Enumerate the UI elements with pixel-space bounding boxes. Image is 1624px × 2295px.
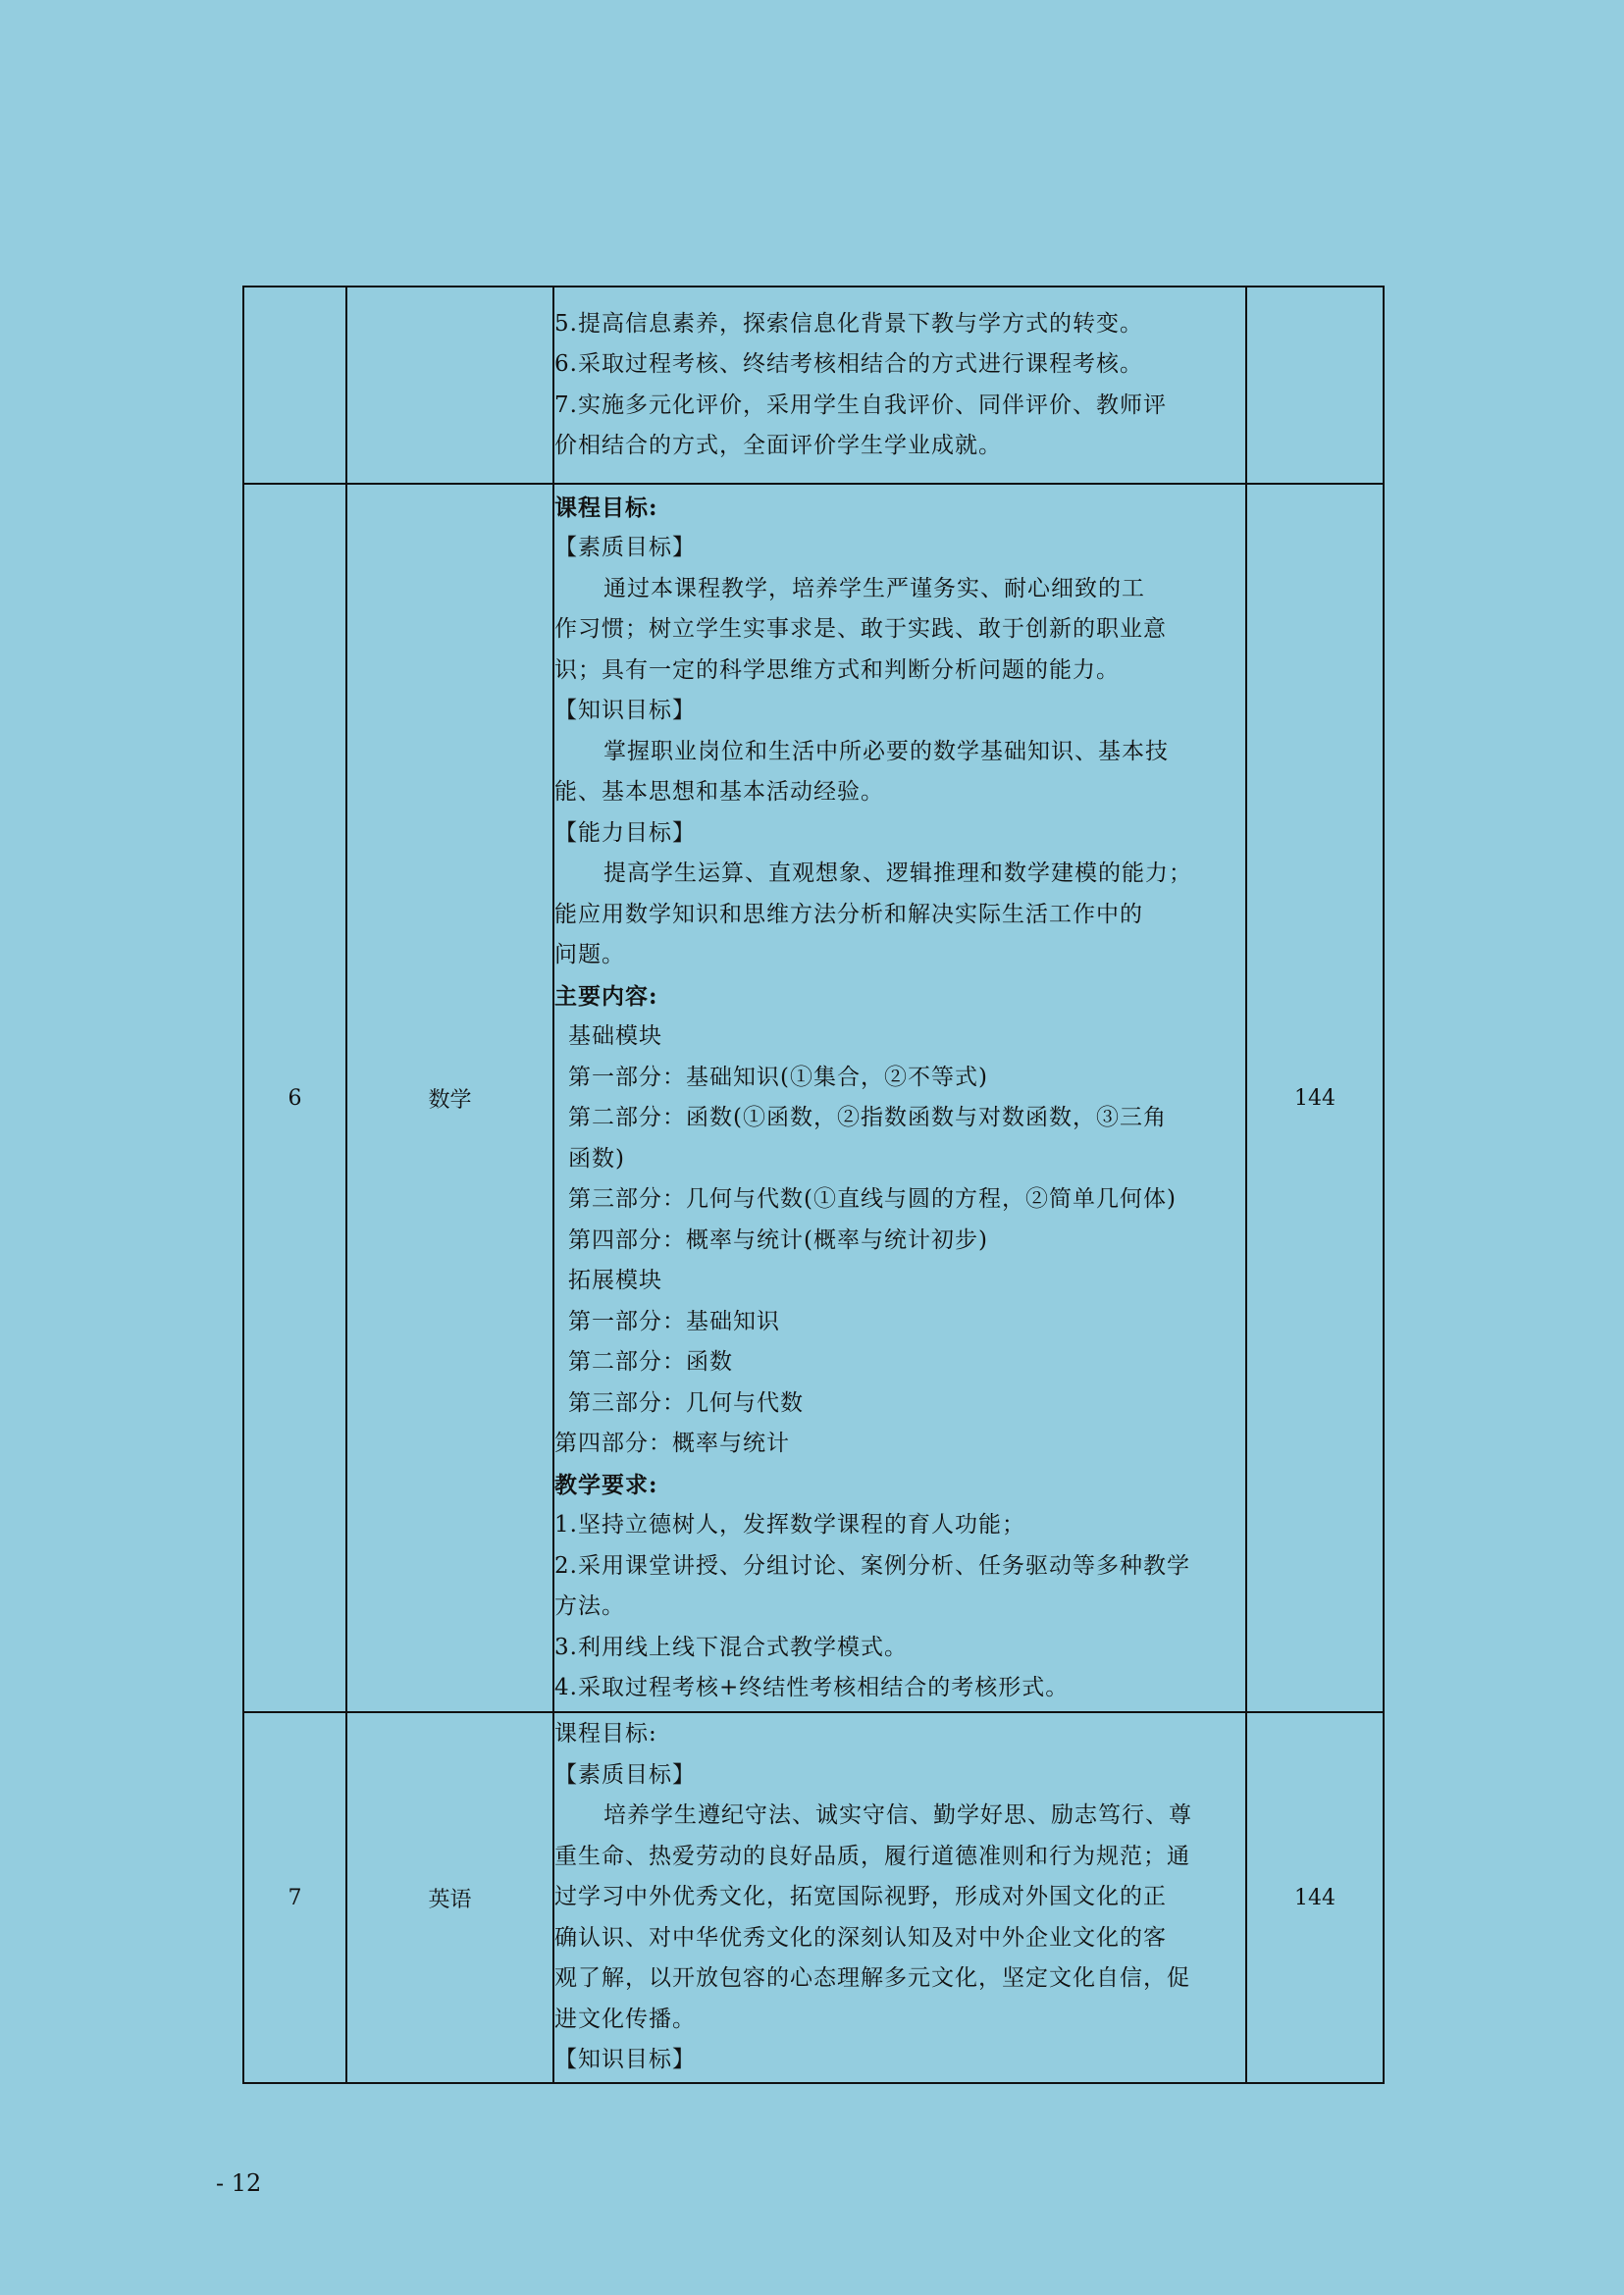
table-row [243,287,1384,484]
content-line: 价相结合的方式，全面评价学生学业成就。 [554,433,1002,458]
content-line: 3.利用线上线下混合式教学模式。 [554,1634,908,1660]
content-line: 【素质目标】 [554,535,696,560]
content-line: 第一部分：基础知识 [568,1308,780,1334]
course-hours: 144 [1246,1712,1384,2083]
course-content [553,484,1246,1712]
content-line: 过学习中外优秀文化，拓宽国际视野，形成对外国文化的正 [554,1884,1167,1910]
course-number: 7 [243,1712,346,2083]
content-line: 第一部分：基础知识(①集合，②不等式) [568,1064,988,1090]
course-name: 英语 [346,1712,553,2083]
content-line: 观了解，以开放包容的心态理解多元文化，坚定文化自信，促 [554,1965,1190,1992]
content-line: 6.采取过程考核、终结考核相结合的方式进行课程考核。 [554,351,1143,377]
page-number: - 12 [216,2169,262,2197]
content-line: 确认识、对中华优秀文化的深刻认知及对中外企业文化的客 [554,1924,1167,1951]
content-line: 作习惯；树立学生实事求是、敢于实践、敢于创新的职业意 [554,616,1167,642]
content-line: 函数) [568,1145,625,1172]
content-line: 【知识目标】 [554,698,696,723]
section-heading: 主要内容: [554,982,658,1010]
course-content [553,1712,1246,2083]
content-line: 基础模块 [568,1023,662,1049]
content-line: 课程目标: [554,1721,657,1747]
content-line: 问题。 [554,942,625,967]
content-line: 第三部分：几何与代数(①直线与圆的方程，②简单几何体) [568,1186,1177,1212]
content-line: 第二部分：函数(①函数，②指数函数与对数函数，③三角 [568,1105,1167,1130]
content-line: 第四部分：概率与统计(概率与统计初步) [568,1226,988,1253]
course-hours: 144 [1246,484,1384,1712]
table-row [243,484,1384,1712]
content-line: 培养学生遵纪守法、诚实守信、勤学好思、励志笃行、尊 [603,1802,1192,1829]
content-line: 【知识目标】 [554,2047,696,2073]
content-line: 4.采取过程考核+终结性考核相结合的考核形式。 [554,1675,1070,1700]
content-line: 第四部分：概率与统计 [554,1431,790,1456]
content-line: 重生命、热爱劳动的良好品质，履行道德准则和行为规范；通 [554,1843,1190,1869]
course-name [346,287,553,484]
course-content [553,287,1246,484]
content-line: 5.提高信息素养，探索信息化背景下教与学方式的转变。 [554,310,1143,337]
content-line: 能应用数学知识和思维方法分析和解决实际生活工作中的 [554,901,1143,927]
curriculum-table [242,286,1385,2084]
course-name: 数学 [346,484,553,1712]
content-line: 拓展模块 [568,1268,662,1293]
content-line: 第二部分：函数 [568,1349,733,1375]
content-line: 提高学生运算、直观想象、逻辑推理和数学建模的能力； [603,861,1192,886]
content-line: 进文化传播。 [554,2006,696,2032]
content-line: 1.坚持立德树人，发挥数学课程的育人功能； [554,1512,1025,1538]
course-number [243,287,346,484]
content-line: 通过本课程教学，培养学生严谨务实、耐心细致的工 [603,575,1145,601]
content-line: 识；具有一定的科学思维方式和判断分析问题的能力。 [554,656,1120,683]
content-line: 7.实施多元化评价，采用学生自我评价、同伴评价、教师评 [554,391,1167,418]
content-line: 能、基本思想和基本活动经验。 [554,779,884,805]
content-line: 方法。 [554,1593,625,1619]
content-line: 【能力目标】 [554,819,696,846]
content-line: 第三部分：几何与代数 [568,1389,804,1416]
course-hours [1246,287,1384,484]
curriculum-table-body [243,287,1384,2083]
section-heading: 教学要求: [554,1471,658,1498]
section-heading: 课程目标: [554,494,658,521]
table-row [243,1712,1384,2083]
course-number: 6 [243,484,346,1712]
content-line: 掌握职业岗位和生活中所必要的数学基础知识、基本技 [603,738,1169,764]
content-line: 【素质目标】 [554,1761,696,1788]
content-line: 2.采用课堂讲授、分组讨论、案例分析、任务驱动等多种教学 [554,1552,1190,1579]
